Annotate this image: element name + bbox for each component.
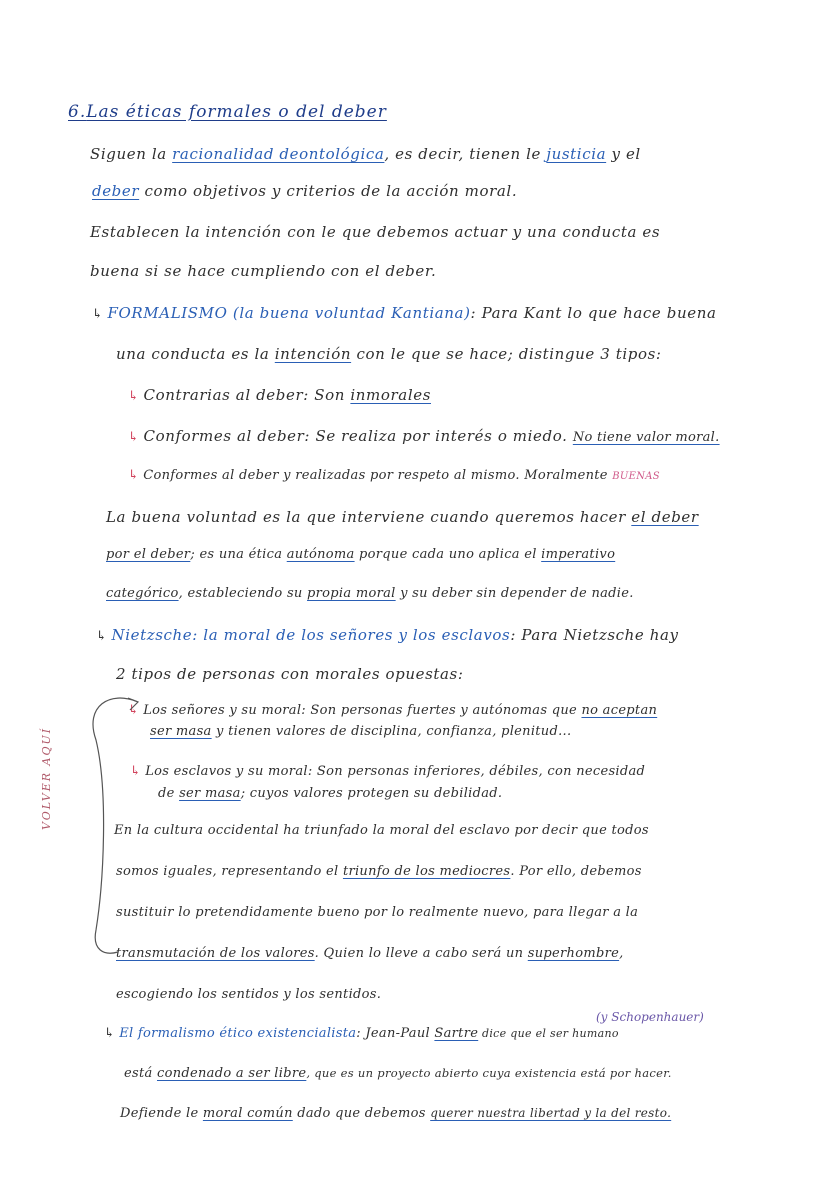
text: : Para Kant lo que hace buena bbox=[470, 304, 717, 322]
nietzsche-title: : la moral de los señores y los esclavos bbox=[192, 626, 511, 644]
text: : Para Nietzsche hay bbox=[510, 626, 679, 644]
text: Los esclavos y su moral: Son personas inferiores, débiles, con necesidad bbox=[145, 764, 646, 779]
text: dado que debemos bbox=[292, 1106, 431, 1121]
text: de bbox=[158, 786, 180, 801]
sartre-heading bbox=[104, 1026, 619, 1041]
sartre-line-2 bbox=[124, 1066, 672, 1081]
underlined-term: No tiene valor moral. bbox=[572, 430, 720, 445]
sartre-title: El formalismo ético existencialista bbox=[119, 1026, 357, 1041]
arrow-bullet-icon: ↳ bbox=[128, 703, 140, 718]
side-margin-note: VOLVER AQUÍ bbox=[40, 726, 53, 830]
underlined-term: intención bbox=[274, 345, 352, 363]
arrow-bullet-icon: ↳ bbox=[96, 629, 108, 644]
underlined-term: condenado a ser libre bbox=[156, 1066, 307, 1081]
underlined-term: justicia bbox=[546, 145, 607, 163]
formalismo-title: FORMALISMO (la buena voluntad Kantiana) bbox=[107, 304, 471, 322]
highlight-word: BUENAS bbox=[612, 471, 660, 482]
arrow-bullet-icon: ↳ bbox=[128, 430, 140, 445]
text: Los señores y su moral: Son personas fuertes y autónomas que bbox=[143, 703, 582, 718]
underlined-term: deber bbox=[92, 182, 140, 200]
text: porque cada uno aplica el bbox=[354, 547, 542, 562]
text: ; es una ética bbox=[190, 547, 287, 562]
underlined-term: Sartre bbox=[434, 1026, 479, 1041]
text: . Quien lo lleve a cabo será un bbox=[314, 946, 528, 961]
underlined-term: propia moral bbox=[307, 586, 396, 601]
text: y su deber sin depender de nadie. bbox=[395, 586, 634, 601]
text: Siguen la bbox=[90, 145, 173, 163]
text: , estableciendo su bbox=[178, 586, 308, 601]
sartre-line-3 bbox=[120, 1106, 671, 1121]
text: , bbox=[619, 946, 624, 961]
text: buena si se hace cumpliendo con el deber. bbox=[90, 262, 437, 280]
underlined-term: categórico bbox=[106, 586, 179, 601]
underlined-term: moral común bbox=[202, 1106, 293, 1121]
underlined-term: inmorales bbox=[350, 386, 431, 404]
underlined-term: ser masa bbox=[150, 724, 212, 739]
underlined-term: autónoma bbox=[286, 547, 355, 562]
text: dice que el ser humano bbox=[478, 1027, 619, 1040]
underlined-term: transmutación de los valores bbox=[116, 946, 315, 961]
schopenhauer-note: (y Schopenhauer) bbox=[596, 1010, 704, 1024]
text: . Por ello, debemos bbox=[510, 864, 642, 879]
underlined-term: racionalidad deontológica bbox=[172, 145, 385, 163]
underlined-term: triunfo de los mediocres bbox=[342, 864, 511, 879]
text: con le que se hace; distingue 3 tipos: bbox=[351, 345, 662, 363]
arrow-bullet-icon: ↳ bbox=[130, 764, 142, 779]
underlined-term: imperativo bbox=[541, 547, 616, 562]
text: Conformes al deber y realizadas por respeto al mismo. Moralmente bbox=[143, 468, 613, 483]
text: y tienen valores de disciplina, confianza, plenitud... bbox=[211, 724, 572, 739]
text: La buena voluntad es la que interviene cuando queremos hacer bbox=[106, 508, 632, 526]
underlined-term: ser masa bbox=[179, 786, 241, 801]
text: En la cultura occidental ha triunfado la moral del esclavo por decir que todos bbox=[114, 823, 649, 838]
text: sustituir lo pretendidamente bueno por lo realmente nuevo, para llegar a la bbox=[116, 905, 639, 920]
section-number: 6. bbox=[68, 102, 87, 122]
arrow-bullet-icon: ↳ bbox=[104, 1026, 116, 1041]
text: Establecen la intención con le que debemos actuar y una conducta es bbox=[90, 223, 661, 241]
underlined-term: el deber bbox=[631, 508, 699, 526]
text: , que es un proyecto abierto cuya existencia está por hacer. bbox=[306, 1066, 672, 1080]
arrow-bullet-icon: ↳ bbox=[128, 389, 140, 404]
section-title-text: Las éticas formales o del deber bbox=[86, 102, 387, 122]
arrow-bullet-icon: ↳ bbox=[92, 307, 104, 322]
text: está bbox=[124, 1066, 157, 1081]
text: somos iguales, representando el bbox=[116, 864, 343, 879]
text: como objetivos y criterios de la acción moral. bbox=[139, 182, 518, 200]
text: y el bbox=[606, 145, 641, 163]
underlined-term: querer nuestra libertad y la del resto. bbox=[430, 1106, 672, 1120]
text: escogiendo los sentidos y los sentidos. bbox=[116, 987, 382, 1002]
arrow-bullet-icon: ↳ bbox=[128, 468, 140, 483]
text: Defiende le bbox=[120, 1106, 203, 1121]
text: , es decir, tienen le bbox=[384, 145, 547, 163]
underlined-term: no aceptan bbox=[581, 703, 658, 718]
text: 2 tipos de personas con morales opuestas: bbox=[116, 665, 464, 683]
text: Contrarias al deber: Son bbox=[143, 386, 351, 404]
text: una conducta es la bbox=[116, 345, 275, 363]
text: ; cuyos valores protegen su debilidad. bbox=[240, 786, 503, 801]
text: : Jean-Paul bbox=[356, 1026, 435, 1041]
nietzsche-name: Nietzsche bbox=[111, 626, 193, 644]
text: Conformes al deber: Se realiza por interés o miedo. bbox=[143, 427, 573, 445]
underlined-term: por el deber bbox=[106, 547, 191, 562]
underlined-term: superhombre bbox=[527, 946, 620, 961]
